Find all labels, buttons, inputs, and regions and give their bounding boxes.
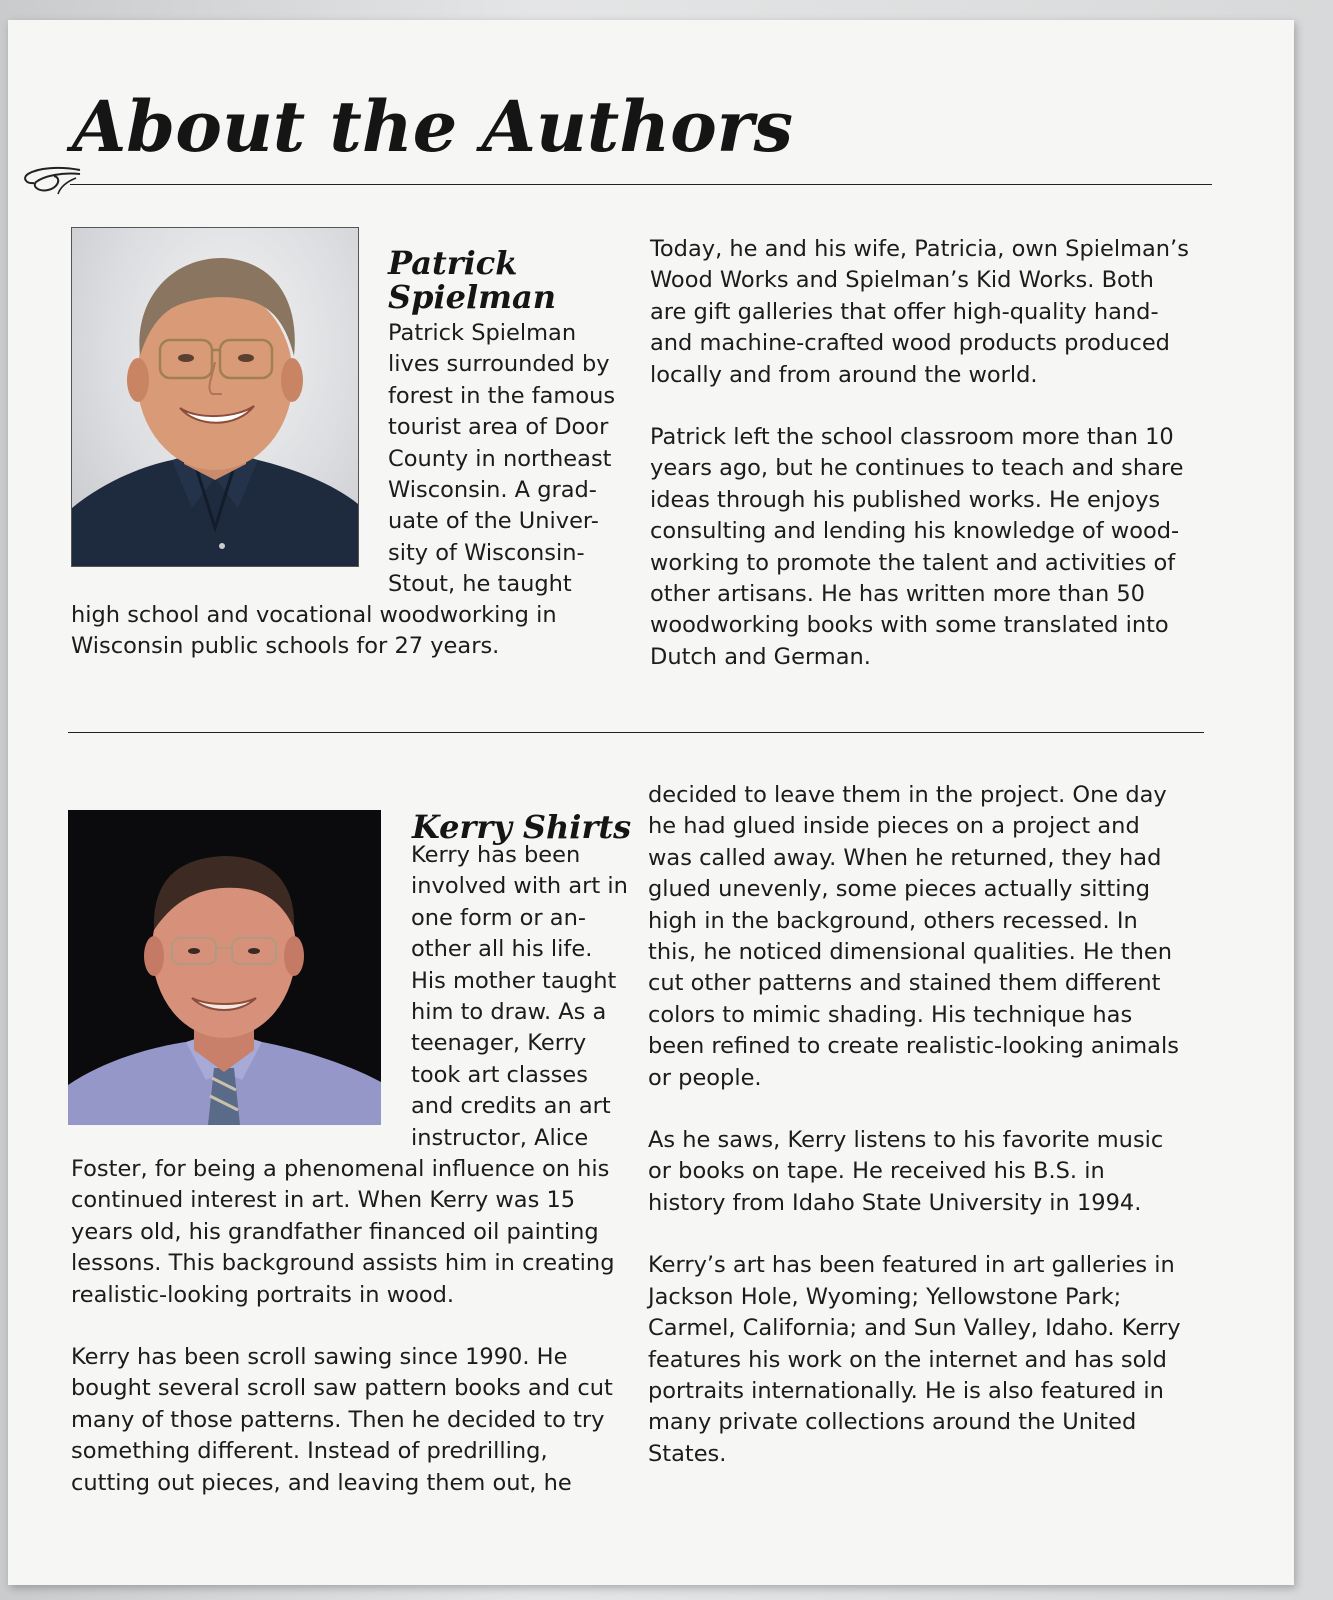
text-line: Jackson Hole, Wyoming; Yellowstone Park; [648,1283,1122,1310]
text-line: Kerry has been [411,842,581,868]
text-line: him to draw. As a [411,999,607,1026]
text-line: colors to mimic shading. His technique has [648,1001,1133,1028]
text-line: cutting out pieces, and leaving them out, he [71,1469,572,1496]
text-line: this, he noticed dimensional qualities. He then [648,939,1172,966]
text-line: years old, his grandfather financed oil painting [71,1218,599,1245]
patrick-bio-right-column [650,234,1210,673]
text-line: high school and vocational woodworking in [71,602,557,628]
text-line: decided to leave them in the project. One day [648,782,1167,808]
text-line: Kerry’s art has been featured in art galleries in [648,1252,1175,1279]
author-name-line2: Spielman [388,278,557,316]
text-line: Patrick Spielman [388,320,577,346]
text-line: was called away. When he returned, they had [648,844,1162,871]
section-divider [68,732,1204,733]
author-photo-kerry [68,810,381,1125]
text-line: States. [648,1440,727,1467]
text-line: uate of the Univer- [388,508,599,535]
text-line: features his work on the internet and has sold [648,1346,1167,1373]
patrick-bio-beside-photo [388,318,628,601]
patrick-bio-below-photo [71,600,631,663]
text-line: sity of Wisconsin- [388,539,585,566]
book-page [8,20,1294,1585]
text-line: Wisconsin public schools for 27 years. [71,633,500,660]
text-line: County in northeast [388,445,612,472]
text-line: involved with art in [411,873,628,900]
text-line: Patrick left the school classroom more than 10 [650,424,1174,451]
text-line: took art classes [411,1061,588,1088]
text-line: high in the background, others recessed. In [648,907,1138,934]
text-line: lives surrounded by [388,351,610,378]
page-title: About the Authors [72,85,794,168]
kerry-bio-right-column [648,780,1208,1470]
text-line: years ago, but he continues to teach and share [650,455,1184,482]
kerry-bio-left-column [71,1154,636,1499]
text-line: and machine-crafted wood products produced [650,330,1170,357]
author-name-patrick [388,246,618,314]
text-line: one form or an- [411,904,586,931]
text-line: His mother taught [411,967,617,994]
text-line: glued unevenly, some pieces actually sitting [648,876,1150,903]
text-line: Kerry has been scroll sawing since 1990. He [71,1344,568,1371]
text-line: woodworking books with some translated into [650,612,1169,639]
text-line: many of those patterns. Then he decided to try [71,1406,605,1433]
text-line: Today, he and his wife, Patricia, own Spielman’s [650,236,1189,262]
kerry-bio-beside-photo [411,840,651,1154]
text-line: or people. [648,1064,762,1091]
text-line: As he saws, Kerry listens to his favorite music [648,1127,1164,1154]
text-line: been refined to create realistic-looking animals [648,1033,1179,1060]
text-line: many private collections around the United [648,1409,1137,1436]
text-line: Carmel, California; and Sun Valley, Idaho. Kerry [648,1315,1181,1342]
text-line: bought several scroll saw pattern books and cut [71,1375,613,1402]
text-line: or books on tape. He received his B.S. in [648,1158,1105,1185]
text-line: Foster, for being a phenomenal influence on his [71,1156,610,1182]
text-line: forest in the famous [388,382,616,409]
text-line: cut other patterns and stained them different [648,970,1161,997]
flourish-ornament [18,148,88,208]
text-line: continued interest in art. When Kerry was 15 [71,1187,576,1214]
text-line: Dutch and German. [650,643,871,670]
text-line: other artisans. He has written more than 50 [650,581,1145,608]
text-line: teenager, Kerry [411,1030,587,1057]
text-line: are gift galleries that offer high-quality hand- [650,298,1159,325]
text-line: realistic-looking portraits in wood. [71,1281,455,1308]
title-divider [70,184,1212,185]
text-line: portraits internationally. He is also featured in [648,1377,1164,1404]
text-line: consulting and lending his knowledge of wood- [650,518,1180,545]
author-photo-patrick [71,227,359,567]
text-line: something different. Instead of predrilling, [71,1438,548,1465]
text-line: locally and from around the world. [650,361,1038,388]
author-name-kerry: Kerry Shirts [412,808,632,846]
text-line: Wood Works and Spielman’s Kid Works. Both [650,267,1154,294]
text-line: lessons. This background assists him in creating [71,1250,615,1277]
text-line: instructor, Alice [411,1124,589,1151]
text-line: history from Idaho State University in 1994. [648,1189,1142,1216]
text-line: he had glued inside pieces on a project and [648,813,1140,840]
text-line: and credits an art [411,1093,611,1120]
text-line: Stout, he taught [388,571,572,598]
text-line: tourist area of Door [388,414,609,441]
text-line: working to promote the talent and activities of [650,549,1176,576]
author-name-line1: Patrick [388,244,518,282]
text-line: Wisconsin. A grad- [388,477,597,504]
text-line: other all his life. [411,936,593,963]
text-line: ideas through his published works. He enjoys [650,486,1161,513]
